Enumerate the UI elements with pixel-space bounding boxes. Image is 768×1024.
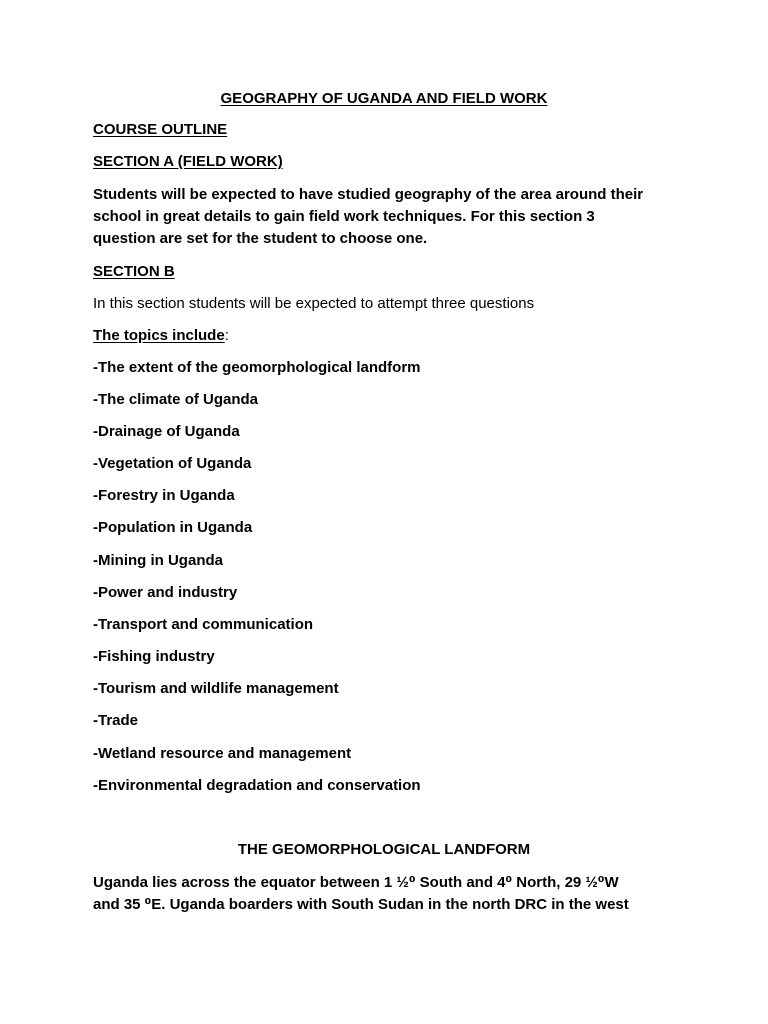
topic-item: -The climate of Uganda [93,391,259,408]
section-a-line-2: school in great details to gain field work techniques. For this section 3 [93,208,595,225]
topic-item: -Trade [93,712,139,729]
section-b-heading: SECTION B [93,263,175,280]
document-title: GEOGRAPHY OF UGANDA AND FIELD WORK [220,90,548,107]
section-b-intro: In this section students will be expected to attempt three questions [93,295,535,312]
topic-item: -Fishing industry [93,648,215,665]
topic-item: -Vegetation of Uganda [93,455,252,472]
geomorph-line-2: and 35 ⁰E. Uganda boarders with South Sudan in the north DRC in the west [93,896,629,913]
section-a-line-1: Students will be expected to have studied geography of the area around their [93,186,644,203]
geomorph-heading: THE GEOMORPHOLOGICAL LANDFORM [237,841,531,858]
topics-label: The topics include [93,327,225,344]
geomorph-line-1: Uganda lies across the equator between 1 ½⁰ South and 4⁰ North, 29 ½⁰W [93,874,619,891]
course-outline-heading: COURSE OUTLINE [93,121,228,138]
topic-item: -Tourism and wildlife management [93,680,339,697]
topic-item: -Forestry in Uganda [93,487,235,504]
topic-item: -Transport and communication [93,616,314,633]
topic-item: -Environmental degradation and conservation [93,777,421,794]
topic-item: -Mining in Uganda [93,552,223,569]
section-a-heading: SECTION A (FIELD WORK) [93,153,283,170]
topics-label-colon: : [224,327,229,344]
topic-item: -Wetland resource and management [93,745,352,762]
topic-item: -Population in Uganda [93,519,253,536]
topic-item: -Drainage of Uganda [93,423,240,440]
topic-item: -Power and industry [93,584,238,601]
topics-label-line [93,326,229,346]
topic-item: -The extent of the geomorphological landform [93,359,421,376]
section-a-line-3: question are set for the student to choose one. [93,230,428,247]
